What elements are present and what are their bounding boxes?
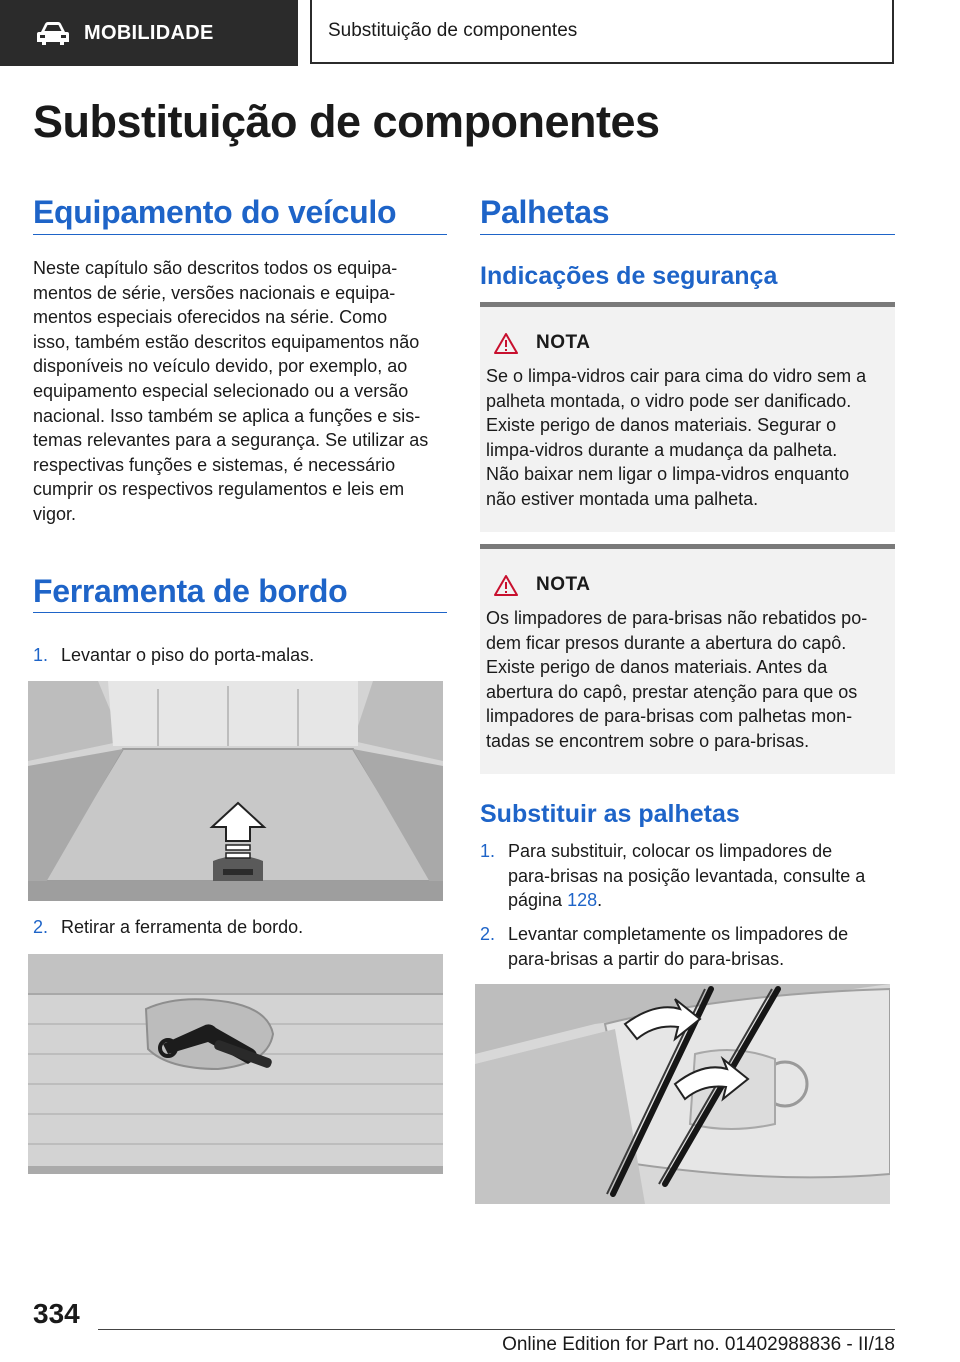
- footer-rule: [98, 1329, 895, 1330]
- text-line: para-brisas a partir do para-brisas.: [508, 948, 785, 969]
- page-reference-link[interactable]: 128: [567, 890, 598, 911]
- notice-bar: [480, 302, 895, 307]
- wipers-raised-illustration: [475, 984, 890, 1204]
- trunk-floor-illustration: [28, 681, 443, 901]
- section-tab[interactable]: [0, 0, 298, 66]
- notice-label: NOTA: [536, 574, 591, 595]
- notice-box: [480, 302, 895, 532]
- text-line: tadas se encontrem sobre o para-brisas.: [486, 730, 810, 751]
- text-line: [508, 888, 865, 913]
- text-line: dem ficar presos durante a abertura do capô.: [486, 632, 847, 653]
- step-number: 1.: [33, 645, 49, 665]
- notice-header: [494, 574, 590, 596]
- text-fragment: .: [597, 890, 603, 911]
- text-line: respectivas funções e sistemas, é necessário: [33, 454, 396, 475]
- text-line: cumprir os respectivos regulamentos e leis em: [33, 479, 405, 500]
- text-line: Se o limpa-vidros cair para cima do vidro sem a: [486, 366, 867, 386]
- text-line: limpadores de para-brisas com palhetas mon-: [486, 706, 853, 727]
- equipment-paragraph: [33, 256, 453, 527]
- warning-triangle-icon: [494, 574, 518, 596]
- text-fragment: página: [508, 890, 568, 911]
- edition-note: Online Edition for Part no. 01402988836 - II/18: [502, 1334, 895, 1355]
- onboard-tools-illustration: [28, 954, 443, 1174]
- heading-rule: [480, 234, 895, 235]
- text-line: vigor.: [33, 503, 77, 524]
- notice-text: [486, 606, 890, 754]
- text-line: Levantar completamente os limpadores de: [508, 924, 849, 944]
- step-text: [508, 922, 848, 971]
- step-text: Retirar a ferramenta de bordo.: [61, 917, 304, 937]
- text-line: Não baixar nem ligar o limpa-vidros enquanto: [486, 464, 850, 485]
- text-line: equipamento especial selecionado ou a versão: [33, 380, 409, 401]
- text-line: para-brisas na posição levantada, consulte a: [508, 865, 866, 886]
- step-item: [33, 643, 447, 669]
- warning-triangle-icon: [494, 332, 518, 354]
- page-number: 334: [33, 1298, 80, 1329]
- text-line: Existe perigo de danos materiais. Segurar o: [486, 415, 837, 436]
- text-line: palheta montada, o vidro pode ser danificado.: [486, 390, 852, 411]
- notice-label: NOTA: [536, 332, 591, 353]
- text-line: abertura do capô, prestar atenção para que os: [486, 681, 858, 702]
- step-item: [33, 915, 447, 941]
- step-number: 2.: [33, 917, 49, 937]
- chapter-tab[interactable]: [310, 0, 894, 64]
- car-icon: [36, 20, 70, 46]
- text-line: Neste capítulo são descritos todos os equipa-: [33, 258, 398, 278]
- text-line: Existe perigo de danos materiais. Antes da: [486, 657, 828, 678]
- step-text: Levantar o piso do porta-malas.: [61, 645, 315, 665]
- notice-header: [494, 332, 590, 354]
- wipers-heading: Palhetas: [480, 194, 610, 230]
- heading-rule: [33, 234, 447, 235]
- equipment-heading: Equipamento do veículo: [33, 194, 397, 230]
- step-item: [480, 922, 895, 974]
- text-line: limpa-vidros durante a mudança da palheta.: [486, 439, 838, 460]
- chapter-title: Substituição de componentes: [328, 20, 578, 41]
- notice-bar: [480, 544, 895, 549]
- safety-heading: Indicações de segurança: [480, 262, 778, 290]
- text-line: mentos de série, versões nacionais e equipa-: [33, 282, 396, 303]
- notice-text: [486, 364, 890, 512]
- step-number: 1.: [480, 841, 496, 861]
- text-line: disponíveis no veículo devido, por exemplo, ao: [33, 356, 408, 377]
- onboard-tools-heading: Ferramenta de bordo: [33, 573, 348, 609]
- replace-wipers-heading: Substituir as palhetas: [480, 800, 740, 828]
- step-number: 2.: [480, 924, 496, 944]
- page-title: Substituição de componentes: [33, 96, 660, 147]
- section-label: MOBILIDADE: [84, 21, 214, 44]
- page-header: [0, 0, 960, 66]
- text-line: mentos especiais oferecidos na série. Como: [33, 307, 388, 328]
- text-line: temas relevantes para a segurança. Se utilizar as: [33, 430, 429, 451]
- text-line: nacional. Isso também se aplica a funções e sis-: [33, 405, 421, 426]
- notice-box: [480, 544, 895, 774]
- step-text: [508, 839, 865, 913]
- text-line: Para substituir, colocar os limpadores de: [508, 841, 833, 861]
- step-item: [480, 839, 895, 915]
- text-line: Os limpadores de para-brisas não rebatidos po-: [486, 608, 868, 628]
- text-line: isso, também estão descritos equipamentos não: [33, 331, 420, 352]
- text-line: não estiver montada uma palheta.: [486, 488, 759, 509]
- heading-rule: [33, 612, 447, 613]
